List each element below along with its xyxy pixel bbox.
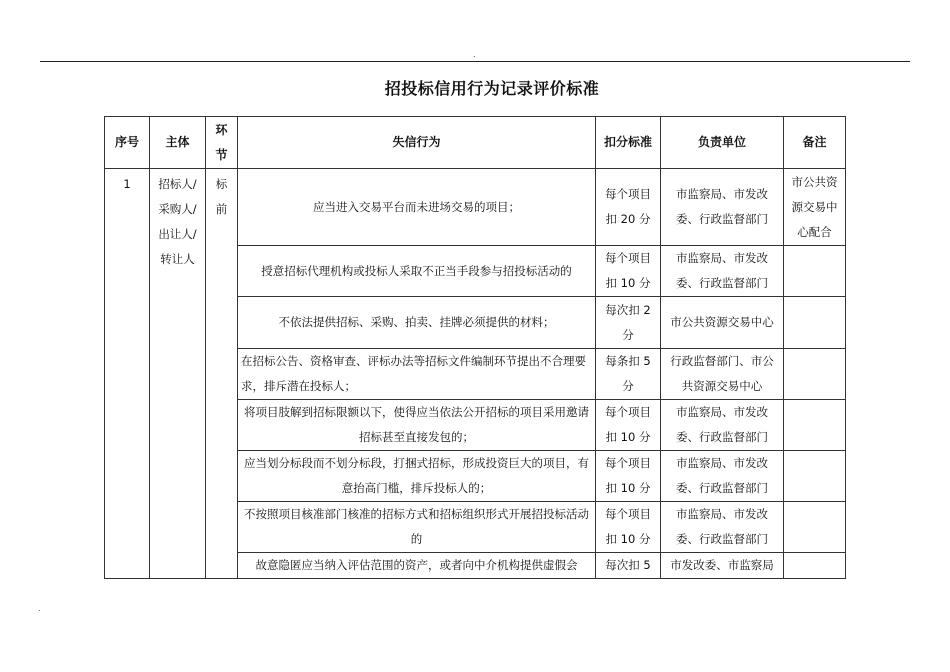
deduction-cell (596, 553, 661, 579)
department-cell (661, 400, 784, 451)
department-line: 行政监督部门、市公 (670, 354, 774, 368)
subject-line: 转让人 (160, 252, 195, 266)
remarks-cell (784, 246, 846, 297)
department-cell (661, 553, 784, 579)
department-line: 委、行政监督部门 (676, 481, 768, 495)
department-cell (661, 502, 784, 553)
header-stage-line1: 环 (215, 122, 228, 137)
deduction-line: 每个项目 (605, 187, 651, 201)
department-line: 委、行政监督部门 (676, 430, 768, 444)
remarks-line: 心配合 (797, 224, 832, 239)
header-stage-line2: 节 (215, 147, 228, 162)
deduction-cell (596, 349, 661, 400)
deduction-cell (596, 451, 661, 502)
deduction-line: 分 (622, 327, 634, 342)
behavior-cell: 将项目肢解到招标限额以下，使得应当依法公开招标的项目采用邀请招标甚至直接发包的； (238, 400, 596, 451)
group-index: 1 (105, 169, 150, 579)
header-index: 序号 (105, 117, 150, 169)
stage-line: 标 (215, 177, 228, 191)
subject-line: 出让人/ (158, 227, 197, 241)
deduction-cell (596, 169, 661, 246)
header-mark: . (473, 50, 476, 59)
department-cell (661, 169, 784, 246)
remarks-cell (784, 400, 846, 451)
behavior-cell: 故意隐匿应当纳入评估范围的资产，或者向中介机构提供虚假会 (238, 553, 596, 579)
department-line: 市发改委、市监察局 (670, 558, 774, 572)
department-cell (661, 297, 784, 349)
deduction-cell (596, 297, 661, 349)
behavior-cell: 应当划分标段而不划分标段，打捆式招标，形成投资巨大的项目，有意抬高门槛，排斥投标人的； (238, 451, 596, 502)
deduction-line: 每个项目 (605, 405, 651, 419)
department-line: 市监察局、市发改 (676, 251, 768, 265)
header-deduction: 扣分标准 (596, 117, 661, 169)
remarks-line: 源交易中 (791, 199, 838, 214)
remarks-cell (784, 502, 846, 553)
footer-mark: . (38, 604, 41, 613)
department-cell (661, 349, 784, 400)
group-subject (150, 169, 206, 579)
department-line: 市公共资源交易中心 (670, 315, 774, 329)
deduction-line: 扣 10 分 (605, 532, 651, 546)
deduction-line: 每次扣 5 (605, 558, 651, 572)
remarks-cell (784, 553, 846, 579)
department-line: 委、行政监督部门 (676, 532, 768, 546)
deduction-line: 扣 20 分 (605, 212, 651, 226)
department-cell (661, 451, 784, 502)
department-line: 共资源交易中心 (681, 379, 763, 393)
department-line: 市监察局、市发改 (676, 405, 768, 419)
department-line: 市监察局、市发改 (676, 456, 768, 470)
subject-line: 招标人/ (158, 177, 197, 191)
remarks-line: 市公共资 (791, 174, 838, 189)
header-stage (206, 117, 238, 169)
group-stage (206, 169, 238, 579)
behavior-cell: 在招标公告、资格审查、评标办法等招标文件编制环节提出不合理要求，排斥潜在投标人； (238, 349, 596, 400)
deduction-line: 每条扣 5 (605, 354, 651, 368)
remarks-cell (784, 169, 846, 246)
document-title: 招投标信用行为记录评价标准 (384, 79, 600, 98)
remarks-cell (784, 349, 846, 400)
behavior-cell: 应当进入交易平台而未进场交易的项目； (238, 169, 596, 246)
deduction-line: 每个项目 (605, 251, 651, 265)
deduction-line: 扣 10 分 (605, 430, 651, 444)
department-line: 委、行政监督部门 (676, 212, 768, 226)
deduction-line: 每个项目 (605, 507, 651, 521)
header-rule (40, 61, 910, 62)
deduction-line: 每个项目 (605, 456, 651, 470)
stage-line: 前 (215, 202, 228, 216)
header-behavior: 失信行为 (238, 117, 596, 169)
behavior-cell: 授意招标代理机构或投标人采取不正当手段参与招投标活动的 (238, 246, 596, 297)
deduction-line: 扣 10 分 (605, 481, 651, 495)
department-line: 委、行政监督部门 (676, 276, 768, 290)
evaluation-table (104, 116, 846, 579)
deduction-line: 扣 10 分 (605, 276, 651, 290)
header-department: 负责单位 (661, 117, 784, 169)
header-remarks: 备注 (784, 117, 846, 169)
deduction-line: 分 (622, 379, 634, 393)
header-row (105, 117, 846, 169)
header-subject: 主体 (150, 117, 206, 169)
department-line: 市监察局、市发改 (676, 187, 768, 201)
behavior-cell: 不依法提供招标、采购、拍卖、挂牌必须提供的材料； (238, 297, 596, 349)
deduction-line: 每次扣 2 (605, 302, 651, 317)
deduction-cell (596, 400, 661, 451)
deduction-cell (596, 246, 661, 297)
deduction-cell (596, 502, 661, 553)
subject-line: 采购人/ (158, 202, 197, 216)
department-line: 市监察局、市发改 (676, 507, 768, 521)
remarks-cell (784, 297, 846, 349)
behavior-cell: 不按照项目核准部门核准的招标方式和招标组织形式开展招投标活动的 (238, 502, 596, 553)
remarks-cell (784, 451, 846, 502)
table-row (105, 169, 846, 246)
department-cell (661, 246, 784, 297)
